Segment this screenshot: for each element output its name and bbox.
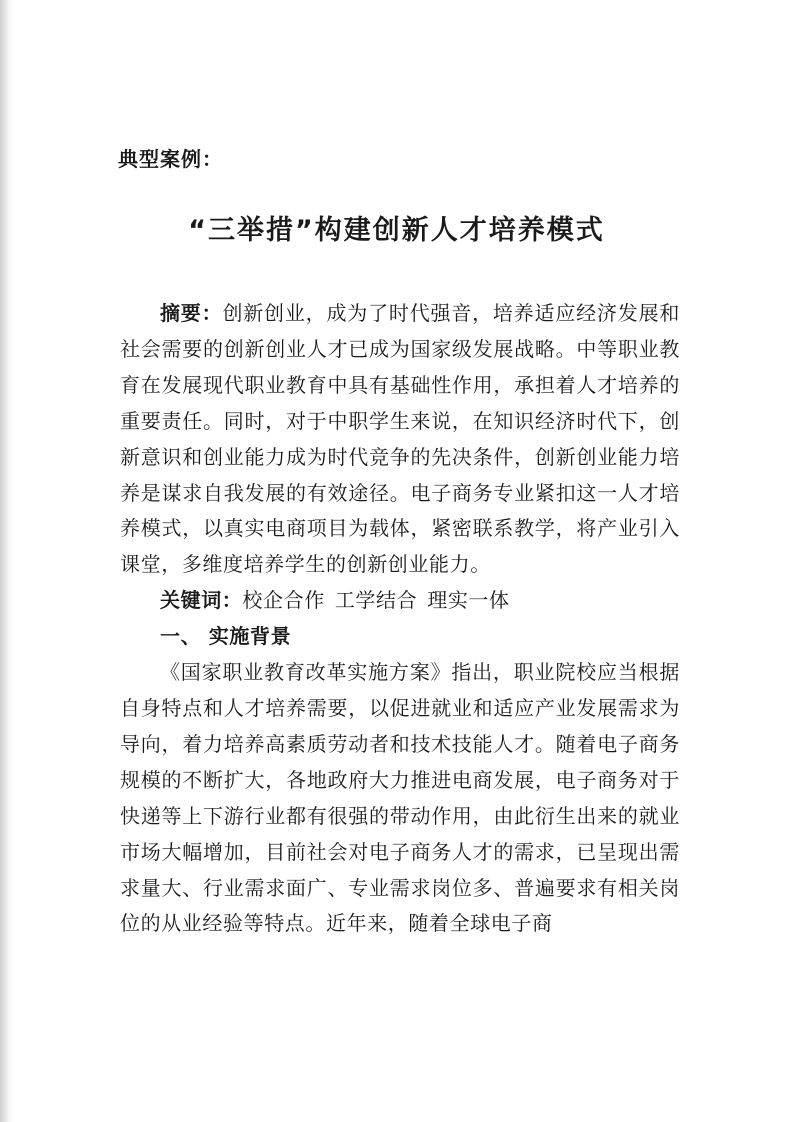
keyword-item: 理实一体 (427, 588, 510, 613)
document-body (120, 296, 680, 942)
keywords-label: 关键词： (160, 588, 243, 613)
abstract-paragraph (120, 296, 680, 583)
keyword-item: 校企合作 (242, 588, 325, 613)
abstract-label: 摘要： (160, 301, 223, 325)
keywords-line (120, 583, 680, 619)
section-heading: 一、 实施背景 (160, 624, 292, 649)
section-paragraph: 《国家职业教育改革实施方案》指出，职业院校应当根据自身特点和人才培养需要，以促进就业和适应产业发展需求为导向，着力培养高素质劳动者和技术技能人才。随着电子商务规模的不断扩大，各地政府大力推进电商发展，电子商务对于快递等上下游行业都有很强的带动作用，由此衍生出来的就业市场大幅增加，目前社会对电子商务人才的需求，已呈现出需求量大、行业需求面广、专业需求岗位多、普遍要求有相关岗位的从业经验等特点。近年来，随着全球电子商 (120, 660, 680, 936)
document-title: “三举措”构建创新人才培养模式 (188, 215, 605, 246)
keyword-item: 工学结合 (334, 588, 418, 613)
abstract-text: 创新创业，成为了时代强音，培养适应经济发展和社会需要的创新创业人才已成为国家级发展战略。中等职业教育在发展现代职业教育中具有基础性作用，承担着人才培养的重要责任。同时，对于中职学生来说，在知识经济时代下，创新意识和创业能力成为时代竞争的先决条件，创新创业能力培养是谋求自我发展的有效途径。电子商务专业紧扣这一人才培养模式，以真实电商项目为载体，紧密联系教学，将产业引入课堂，多维度培养学生的创新创业能力。 (120, 301, 680, 577)
section-tag: 典型案例： (118, 147, 223, 171)
